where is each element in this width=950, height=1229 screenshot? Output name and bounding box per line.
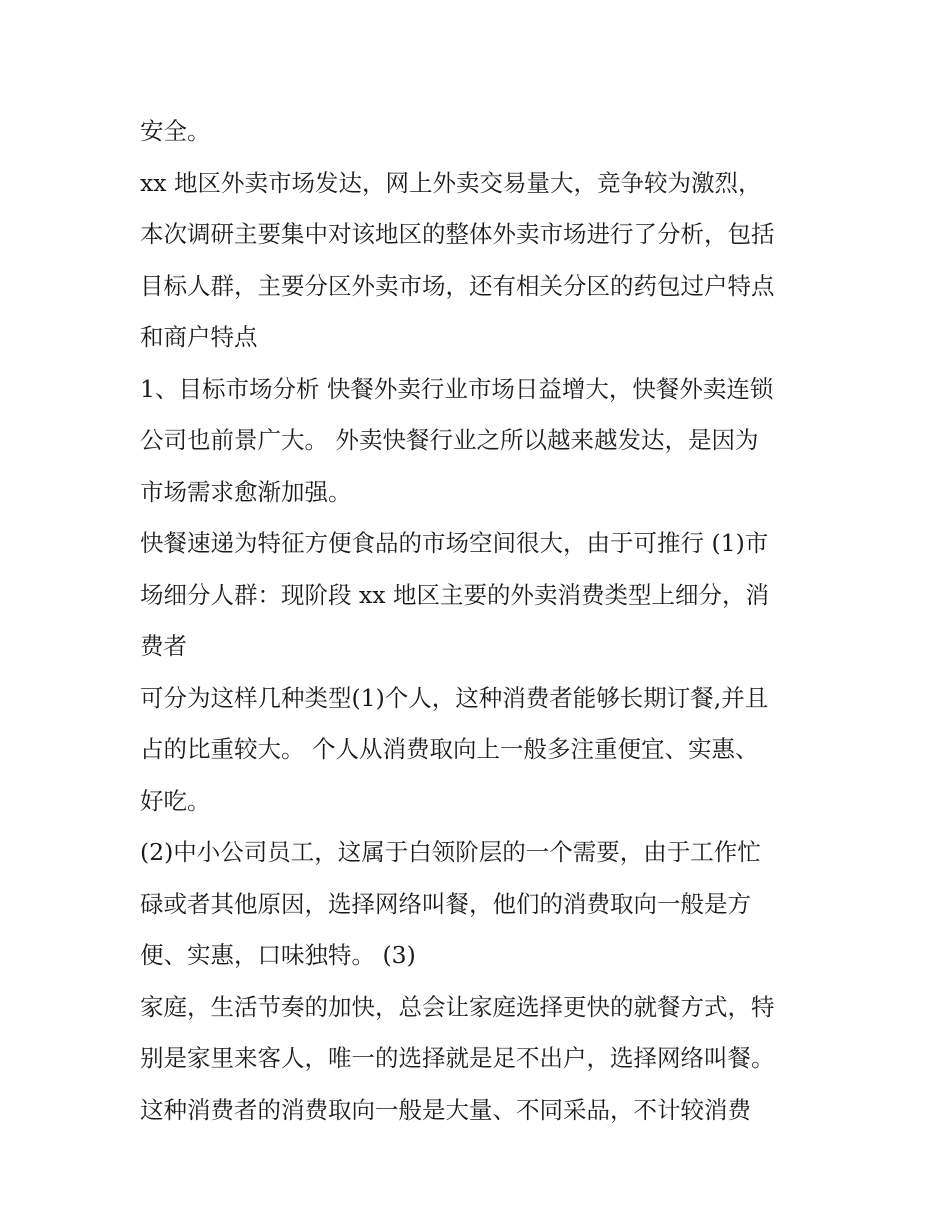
text-line: 便、实惠，口味独特。 (3) bbox=[140, 941, 416, 969]
text-line: (2)中小公司员工，这属于白领阶层的一个需要，由于工作忙 bbox=[140, 838, 761, 866]
text-line: 场细分人群：现阶段 xx 地区主要的外卖消费类型上细分，消 bbox=[140, 580, 769, 609]
document-body bbox=[140, 108, 830, 1138]
text-line: 市场需求愈渐加强。 bbox=[140, 477, 352, 506]
text-line: 安全。 bbox=[140, 117, 211, 145]
text-line: 快餐速递为特征方便食品的市场空间很大，由于可推行 (1)市 bbox=[140, 529, 769, 557]
text-line: 本次调研主要集中对该地区的整体外卖市场进行了分析，包括 bbox=[140, 220, 775, 248]
text-line: 碌或者其他原因，选择网络叫餐，他们的消费取向一般是方 bbox=[140, 889, 751, 918]
text-line: 公司也前景广大。 外卖快餐行业之所以越来越发达，是因为 bbox=[140, 426, 759, 454]
text-line: 别是家里来客人，唯一的选择就是足不出户，选择网络叫餐。 bbox=[140, 1044, 775, 1072]
text-line: 家庭，生活节奏的加快，总会让家庭选择更快的就餐方式，特 bbox=[140, 992, 775, 1021]
text-line: 占的比重较大。 个人从消费取向上一般多注重便宜、实惠、 bbox=[140, 735, 759, 763]
text-line: 1、目标市场分析 快餐外卖行业市场日益增大，快餐外卖连锁 bbox=[140, 374, 774, 403]
text-line: 目标人群，主要分区外卖市场，还有相关分区的药包过户特点 bbox=[140, 271, 775, 300]
text-line: 好吃。 bbox=[140, 786, 211, 815]
text-line: 和商户特点 bbox=[140, 323, 258, 351]
text-line: xx 地区外卖市场发达，网上外卖交易量大，竞争较为激烈， bbox=[140, 168, 762, 197]
text-line: 可分为这样几种类型(1)个人，这种消费者能够长期订餐,并且 bbox=[140, 683, 769, 712]
text-line: 这种消费者的消费取向一般是大量、不同采品，不计较消费 bbox=[140, 1095, 751, 1124]
text-line: 费者 bbox=[140, 632, 187, 660]
